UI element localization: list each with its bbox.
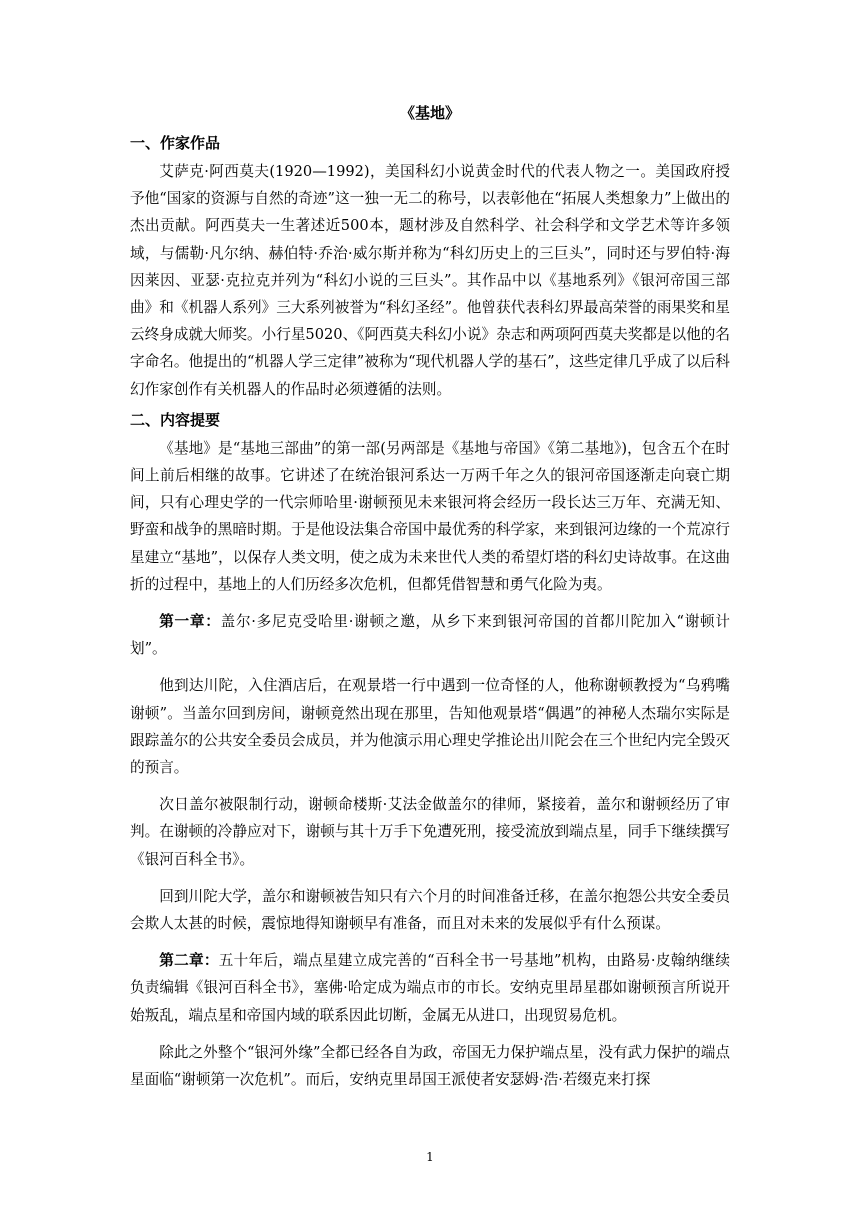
- summary-paragraph-arrival: 他到达川陀，入住酒店后，在观景塔一行中遇到一位奇怪的人，他称谢顿教授为“乌鸦嘴谢顿”。当盖尔回到房间，谢顿竟然出现在那里，告知他观景塔“偶遇”的神秘人杰瑞尔实际是跟踪盖尔的公共安全委员会成员，并为他演示用心理史学推论出川陀会在三个世纪内完全毁灭的预言。: [130, 677, 730, 777]
- summary-intro-paragraph: 《基地》是“基地三部曲”的第一部(另两部是《基地与帝国》《第二基地》)，包含五个在时间上前后相继的故事。它讲述了在统治银河系达一万两千年之久的银河帝国逐渐走向衰亡期间，只有心理史学的一代宗师哈里·谢顿预见未来银河将会经历一段长达三万年、充满无知、野蛮和战争的黑暗时期。于是他设法集合帝国中最优秀的科学家，来到银河边缘的一个荒凉行星建立“基地”，以保存人类文明，使之成为未来世代人类的希望灯塔的科幻史诗故事。在这曲折的过程中，基地上的人们历经多次危机，但都凭借智慧和勇气化险为夷。: [130, 439, 730, 593]
- chapter2-paragraph: [130, 947, 730, 1029]
- page-number: 1: [426, 1150, 434, 1164]
- section-heading-summary: 二、内容提要: [130, 410, 221, 429]
- chapter2-label: 第二章：: [159, 952, 219, 970]
- chapter1-text: 盖尔·多尼克受哈里·谢顿之邀，从乡下来到银河帝国的首都川陀加入“谢顿计划”。: [130, 613, 730, 658]
- author-paragraph: 艾萨克·阿西莫夫(1920—1992)，美国科幻小说黄金时代的代表人物之一。美国政府授予他“国家的资源与自然的奇迹”这一独一无二的称号，以表彰他在“拓展人类想象力”上做出的杰出贡献。阿西莫夫一生著述近500本，题材涉及自然科学、社会科学和文学艺术等许多领域，与儒勒·凡尔纳、赫伯特·乔治·威尔斯并称为“科幻历史上的三巨头”，同时还与罗伯特·海因莱因、亚瑟·克拉克并列为“科幻小说的三巨头”。其作品中以《基地系列》《银河帝国三部曲》和《机器人系列》三大系列被誉为“科幻圣经”。他曾获代表科幻界最高荣誉的雨果奖和星云终身成就大师奖。小行星5020、《阿西莫夫科幻小说》杂志和两项阿西莫夫奖都是以他的名字命名。他提出的“机器人学三定律”被称为“现代机器人学的基石”，这些定律几乎成了以后科幻作家创作有关机器人的作品时必须遵循的法则。: [130, 163, 730, 398]
- summary-paragraph-trial: 次日盖尔被限制行动，谢顿命楼斯·艾法金做盖尔的律师，紧接着，盖尔和谢顿经历了审判。在谢顿的冷静应对下，谢顿与其十万手下免遭死刑，接受流放到端点星，同手下继续撰写《银河百科全书》。: [130, 796, 730, 868]
- document-body: [130, 100, 730, 1103]
- chapter2-text: 五十年后，端点星建立成完善的“百科全书一号基地”机构，由路易·皮翰纳继续负责编辑《银河百科全书》，塞佛·哈定成为端点市的市长。安纳克里昂星郡如谢顿预言所说开始叛乱，端点星和帝国内域的联系因此切断，金属无从进口，出现贸易危机。: [130, 952, 730, 1024]
- chapter1-paragraph: [130, 608, 730, 662]
- chapter1-label: 第一章：: [159, 613, 221, 631]
- summary-paragraph-crisis: 除此之外整个“银河外缘”全都已经各自为政，帝国无力保护端点星，没有武力保护的端点星面临“谢顿第一次危机”。而后，安纳克里昂国王派使者安瑟姆·浩·若缀克来打探: [130, 1043, 730, 1089]
- section-heading-author: 一、作家作品: [130, 134, 221, 152]
- page-title: 《基地》: [399, 104, 460, 122]
- summary-paragraph-relocation: 回到川陀大学，盖尔和谢顿被告知只有六个月的时间准备迁移，在盖尔抱怨公共安全委员会欺人太甚的时候，震惊地得知谢顿早有准备，而且对未来的发展似乎有什么预谋。: [130, 887, 730, 933]
